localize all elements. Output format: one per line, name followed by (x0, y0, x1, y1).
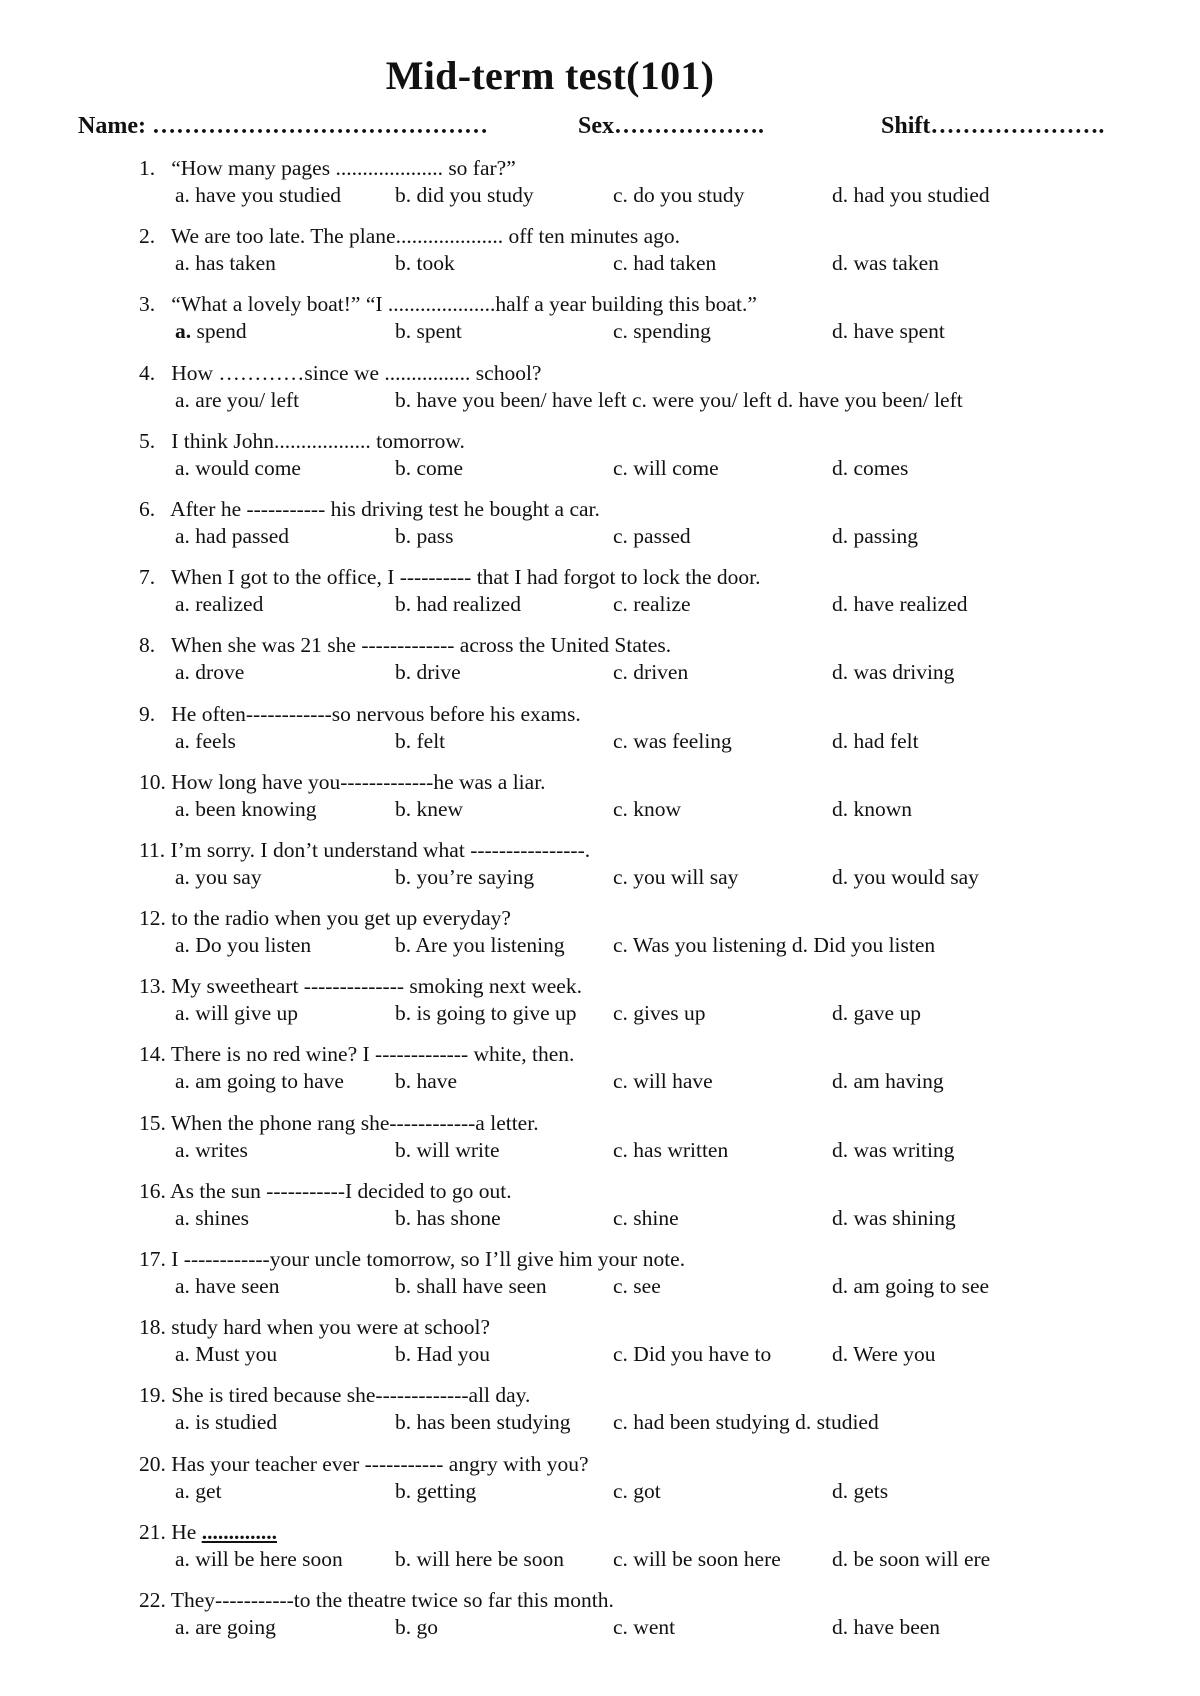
question-item (0, 702, 1200, 770)
question-number: 12. (139, 906, 166, 931)
answer-option: b. go (395, 1614, 438, 1639)
question-text: I ------------your uncle tomorrow, so I’ll give him your note. (171, 1247, 686, 1271)
question-number: 14. (139, 1042, 166, 1067)
question-stem (139, 224, 680, 249)
answer-option: a. feels (175, 728, 236, 753)
question-text: How …………since we ................ school? (171, 360, 542, 385)
question-item (0, 361, 1200, 429)
sex-field: Sex………………. (578, 113, 764, 139)
answer-option: b. getting (395, 1478, 477, 1503)
answer-option: d. have spent (832, 319, 945, 344)
question-item (0, 497, 1200, 565)
question-number: 16. (139, 1178, 166, 1203)
question-number: 5. (139, 428, 156, 453)
answer-option: d. gets (832, 1478, 889, 1503)
question-item (0, 292, 1200, 360)
question-stem (139, 838, 590, 863)
answer-option: b. Are you listening (395, 933, 565, 958)
answer-option: d. Were you (832, 1342, 936, 1367)
question-stem (139, 770, 546, 795)
answer-option: c. do you study (613, 183, 745, 207)
question-text: “What a lovely boat!” “I ....................half a year building this boat.” (171, 292, 757, 317)
question-item (0, 156, 1200, 224)
question-number: 15. (139, 1110, 166, 1135)
question-item (0, 1588, 1200, 1656)
answer-option: a. been knowing (175, 796, 317, 821)
answer-option: a. get (175, 1478, 222, 1503)
question-number: 9. (139, 701, 156, 726)
student-info-header (78, 113, 1158, 145)
answer-option: a. are you/ left (175, 387, 300, 412)
answer-option: c. realize (613, 592, 691, 617)
question-stem (139, 1588, 614, 1613)
question-item (0, 1383, 1200, 1451)
question-stem (139, 1042, 574, 1067)
answer-option: c. gives up (613, 1001, 706, 1026)
question-item (0, 565, 1200, 633)
answer-option: d. known (832, 796, 913, 821)
question-text: He (171, 1519, 202, 1544)
question-text: He often------------so nervous before his exams. (171, 701, 581, 726)
question-item (0, 1315, 1200, 1383)
answer-option: a. am going to have (175, 1069, 344, 1094)
question-text: After he ----------- his driving test he bought a car. (170, 496, 600, 521)
question-stem (139, 702, 581, 727)
answer-option: a. spend (175, 319, 247, 344)
answer-option: b. shall have seen (395, 1274, 547, 1298)
question-item (0, 1520, 1200, 1588)
question-item (0, 1179, 1200, 1247)
question-number: 21. (139, 1519, 166, 1544)
answer-option: c. got (613, 1478, 661, 1503)
answer-option: c. will have (613, 1069, 713, 1094)
page-title: Mid-term test(101) (385, 53, 715, 98)
question-number: 13. (139, 974, 166, 999)
name-field: Name: …………………………………… (78, 113, 494, 139)
answer-option: d. had you studied (832, 183, 990, 207)
answer-option: a. have you studied (175, 183, 341, 207)
answer-option: b. did you study (395, 183, 534, 207)
question-item (0, 1111, 1200, 1179)
shift-field: Shift…………………. (881, 113, 1105, 139)
answer-option: c. spending (613, 319, 711, 344)
question-text: When I got to the office, I ---------- that I had forgot to lock the door. (170, 565, 761, 590)
question-item (0, 770, 1200, 838)
question-number: 18. (139, 1315, 166, 1340)
answer-option: b. have you been/ have left c. were you/ left d. have you been/ left (395, 387, 963, 412)
question-number: 20. (139, 1451, 166, 1476)
answer-option: b. has been studying (395, 1410, 571, 1435)
answer-option: c. will be soon here (613, 1546, 781, 1571)
question-stem (139, 1179, 512, 1204)
question-text: I think John.................. tomorrow. (171, 428, 465, 453)
answer-option: c. will come (613, 455, 719, 480)
question-stem (139, 361, 541, 386)
answer-option: c. shine (613, 1205, 679, 1230)
question-stem (139, 974, 582, 999)
question-text: They-----------to the theatre twice so far this month. (170, 1587, 614, 1612)
answer-option: a. realized (175, 592, 264, 617)
answer-option: a. is studied (175, 1410, 278, 1435)
question-number: 8. (139, 633, 156, 658)
answer-option: b. come (395, 455, 464, 480)
question-text: As the sun -----------I decided to go out. (170, 1178, 512, 1203)
answer-option: a. would come (175, 455, 301, 480)
question-text: How long have you-------------he was a liar. (171, 769, 546, 794)
answer-option: b. has shone (395, 1205, 501, 1230)
answer-option: b. spent (395, 319, 462, 344)
question-text: to the radio when you get up everyday? (171, 906, 511, 931)
question-list (0, 156, 1200, 1656)
answer-option: b. have (395, 1069, 458, 1094)
answer-option: b. pass (395, 523, 454, 548)
question-number: 11. (139, 837, 166, 862)
answer-option: c. see (613, 1274, 661, 1298)
question-text: When she was 21 she ------------- across the United States. (170, 633, 672, 658)
question-stem (139, 497, 600, 522)
answer-option: b. knew (395, 796, 464, 821)
question-stem (139, 906, 511, 931)
question-number: 19. (139, 1383, 166, 1408)
answer-option: d. am going to see (832, 1274, 990, 1298)
question-text: We are too late. The plane.................... off ten minutes ago. (170, 224, 681, 249)
question-stem (139, 565, 761, 590)
answer-option: d. gave up (832, 1001, 921, 1026)
question-number: 6. (139, 496, 156, 521)
question-item (0, 1042, 1200, 1110)
question-text: There is no red wine? I ------------- white, then. (170, 1042, 575, 1067)
question-stem (139, 1520, 277, 1545)
answer-option: b. will write (395, 1137, 500, 1162)
question-stem (139, 1111, 539, 1136)
question-item (0, 974, 1200, 1042)
answer-option: a. has taken (175, 251, 276, 276)
answer-option: b. took (395, 251, 455, 276)
answer-option: d. have realized (832, 592, 968, 617)
answer-option: c. Was you listening d. Did you listen (613, 933, 936, 958)
question-number: 7. (139, 565, 156, 590)
question-item (0, 429, 1200, 497)
answer-option: c. passed (613, 523, 691, 548)
answer-option: c. you will say (613, 864, 739, 889)
answer-option: a. Must you (175, 1342, 278, 1367)
question-number: 1. (139, 156, 156, 180)
question-stem (139, 156, 516, 181)
answer-option: a. had passed (175, 523, 290, 548)
answer-option: d. be soon will ere (832, 1546, 991, 1571)
answer-option: b. is going to give up (395, 1001, 577, 1026)
answer-option: c. had been studying d. studied (613, 1410, 879, 1435)
answer-option: b. felt (395, 728, 446, 753)
answer-option: a. drove (175, 660, 245, 685)
answer-option: c. was feeling (613, 728, 732, 753)
question-item (0, 224, 1200, 292)
question-number: 3. (139, 292, 156, 317)
answer-option: c. had taken (613, 251, 717, 276)
answer-option: b. Had you (395, 1342, 490, 1367)
question-item (0, 906, 1200, 974)
question-text: I’m sorry. I don’t understand what ----------------. (170, 837, 591, 862)
question-text: study hard when you were at school? (171, 1315, 491, 1340)
question-item (0, 838, 1200, 906)
answer-option: d. am having (832, 1069, 944, 1094)
answer-option: d. you would say (832, 864, 979, 889)
answer-option: a. have seen (175, 1274, 280, 1298)
answer-option: b. you’re saying (395, 864, 535, 889)
answer-option: d. was taken (832, 251, 939, 276)
question-number: 10. (139, 769, 166, 794)
answer-option: c. Did you have to (613, 1342, 772, 1367)
answer-option: c. went (613, 1614, 676, 1639)
answer-option: d. was shining (832, 1205, 956, 1230)
answer-option: d. was driving (832, 660, 955, 685)
question-number: 4. (139, 360, 156, 385)
answer-option: d. passing (832, 523, 918, 548)
question-stem (139, 292, 757, 317)
answer-blank: .............. (201, 1519, 277, 1544)
answer-option: d. had felt (832, 728, 919, 753)
answer-option: b. will here be soon (395, 1546, 564, 1571)
question-stem (139, 633, 671, 658)
question-stem (139, 1247, 685, 1272)
question-number: 17. (139, 1247, 166, 1271)
question-item (0, 1247, 1200, 1315)
answer-option: c. know (613, 796, 682, 821)
question-stem (139, 1383, 530, 1408)
question-item (0, 1452, 1200, 1520)
answer-option: b. had realized (395, 592, 521, 617)
question-stem (139, 1452, 589, 1477)
answer-option: d. comes (832, 455, 909, 480)
answer-option: a. will give up (175, 1001, 299, 1026)
question-text: “How many pages .................... so far?” (171, 156, 516, 180)
answer-option: b. drive (395, 660, 461, 685)
answer-option: d. have been (832, 1614, 941, 1639)
answer-option: a. you say (175, 864, 262, 889)
answer-option: a. will be here soon (175, 1546, 343, 1571)
question-text: My sweetheart -------------- smoking next week. (171, 974, 582, 999)
question-text: She is tired because she-------------all day. (171, 1383, 531, 1408)
question-text: When the phone rang she------------a letter. (170, 1110, 539, 1135)
answer-option: a. are going (175, 1614, 276, 1639)
answer-option: d. was writing (832, 1137, 955, 1162)
answer-option: a. shines (175, 1205, 250, 1230)
answer-option: a. writes (175, 1137, 248, 1162)
question-stem (139, 429, 465, 454)
question-number: 2. (139, 224, 156, 249)
answer-option: c. driven (613, 660, 689, 685)
question-item (0, 633, 1200, 701)
answer-option: c. has written (613, 1137, 729, 1162)
question-stem (139, 1315, 490, 1340)
answer-option: a. Do you listen (175, 933, 312, 958)
question-number: 22. (139, 1587, 166, 1612)
question-text: Has your teacher ever ----------- angry with you? (171, 1451, 589, 1476)
